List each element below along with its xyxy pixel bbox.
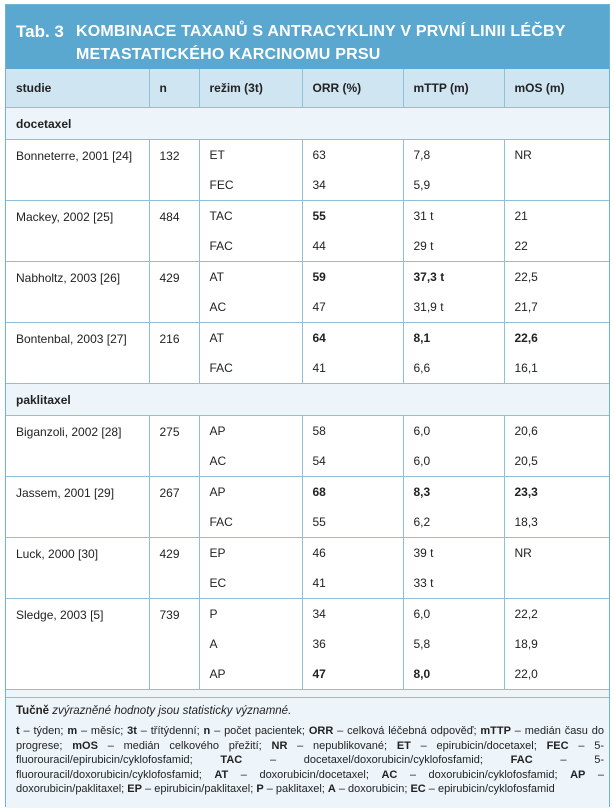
mttp-cell: 8,1 [403, 323, 504, 354]
mttp-cell: 31 t [403, 201, 504, 232]
legend-definition: – 5-fluorouracil/epirubicin/cyklofosfamid; [16, 739, 605, 766]
results-table [6, 69, 609, 690]
legend-abbreviation: A [327, 783, 336, 795]
orr-cell: 59 [302, 262, 403, 293]
table-row [6, 477, 609, 508]
mttp-cell: 8,3 [403, 477, 504, 508]
mttp-cell: 6,0 [403, 599, 504, 630]
legend-abbreviation: EP [127, 783, 142, 795]
legend-abbreviation: AP [570, 768, 586, 781]
mos-cell: 22 [504, 231, 609, 262]
mos-cell [504, 170, 609, 201]
column-header: ORR (%) [302, 69, 403, 108]
mos-cell: NR [504, 140, 609, 171]
mos-cell: 21,7 [504, 292, 609, 323]
legend-definition: – doxorubicin; [335, 783, 411, 795]
mos-cell: 16,1 [504, 353, 609, 384]
table-row [6, 323, 609, 354]
legend-abbreviation: FAC [510, 754, 533, 766]
regimen-cell: EC [199, 568, 302, 599]
legend-abbreviation: ET [396, 739, 411, 752]
regimen-cell: AC [199, 292, 302, 323]
orr-cell: 44 [302, 231, 403, 262]
table-row [6, 262, 609, 293]
table-number: Tab. 3 [16, 22, 64, 41]
regimen-cell: FAC [199, 353, 302, 384]
legend-abbreviation: AC [381, 768, 398, 781]
study-name: Nabholtz, 2003 [26] [6, 262, 149, 323]
mos-cell: 18,9 [504, 629, 609, 659]
mos-cell: 20,5 [504, 446, 609, 477]
regimen-cell: A [199, 629, 302, 659]
column-header: mOS (m) [504, 69, 609, 108]
mttp-cell: 6,2 [403, 507, 504, 538]
mttp-cell: 39 t [403, 538, 504, 569]
orr-cell: 54 [302, 446, 403, 477]
footnote [6, 697, 609, 808]
legend-abbreviation: 3t [127, 725, 137, 737]
patient-count: 216 [149, 323, 199, 384]
abbreviation-legend [16, 724, 604, 797]
regimen-cell: P [199, 599, 302, 630]
orr-cell: 58 [302, 416, 403, 447]
legend-abbreviation: mOS [72, 739, 98, 752]
significance-bold-word: Tučně [16, 705, 50, 717]
legend-definition: – celková léčebná odpověď; [333, 725, 481, 737]
patient-count: 739 [149, 599, 199, 690]
table-row [6, 201, 609, 232]
mttp-cell: 33 t [403, 568, 504, 599]
orr-cell: 47 [302, 292, 403, 323]
title-bar [6, 5, 609, 69]
regimen-cell: AP [199, 477, 302, 508]
table-title: KOMBINACE TAXANŮ S ANTRACYKLINY V PRVNÍ LINII LÉČBY METASTATICKÉHO KARCINOMU PRSU [76, 23, 566, 63]
legend-abbreviation: n [203, 725, 211, 737]
header-row [6, 69, 609, 108]
mos-cell: 22,6 [504, 323, 609, 354]
mos-cell: 18,3 [504, 507, 609, 538]
orr-cell: 68 [302, 477, 403, 508]
mttp-cell: 29 t [403, 231, 504, 262]
legend-definition: – 5-fluorouracil/doxorubicin/cyklofosfamid; [16, 754, 605, 781]
legend-abbreviation: P [256, 783, 264, 795]
legend-definition: – paklitaxel; [263, 783, 328, 795]
mos-cell: 22,5 [504, 262, 609, 293]
legend-definition: – epirubicin/paklitaxel; [141, 783, 257, 795]
orr-cell: 36 [302, 629, 403, 659]
regimen-cell: FEC [199, 170, 302, 201]
regimen-cell: TAC [199, 201, 302, 232]
table-panel [5, 4, 610, 807]
regimen-cell: AT [199, 262, 302, 293]
study-name: Luck, 2000 [30] [6, 538, 149, 599]
legend-definition: – doxorubicin/paklitaxel; [16, 768, 604, 795]
regimen-cell: AP [199, 659, 302, 690]
significance-text: zvýrazněné hodnoty jsou statisticky významné. [49, 705, 292, 717]
patient-count: 429 [149, 262, 199, 323]
mttp-cell: 8,0 [403, 659, 504, 690]
section-row [6, 108, 609, 140]
mos-cell: 20,6 [504, 416, 609, 447]
regimen-cell: FAC [199, 507, 302, 538]
study-name: Biganzoli, 2002 [28] [6, 416, 149, 477]
legend-abbreviation: ORR [308, 725, 334, 737]
column-header: n [149, 69, 199, 108]
section-label: docetaxel [6, 108, 609, 140]
table-row [6, 140, 609, 171]
legend-definition: – doxorubicin/docetaxel; [228, 768, 382, 781]
regimen-cell: FAC [199, 231, 302, 262]
patient-count: 484 [149, 201, 199, 262]
legend-abbreviation: EC [410, 783, 426, 795]
legend-definition: – doxorubicin/cyklofosfamid; [397, 768, 571, 781]
legend-abbreviation: mTTP [480, 725, 511, 737]
legend-definition: – počet pacientek; [210, 725, 309, 737]
mos-cell: 23,3 [504, 477, 609, 508]
legend-abbreviation: AT [214, 768, 229, 781]
patient-count: 267 [149, 477, 199, 538]
mttp-cell: 31,9 t [403, 292, 504, 323]
study-name: Bontenbal, 2003 [27] [6, 323, 149, 384]
regimen-cell: AC [199, 446, 302, 477]
legend-abbreviation: t [16, 725, 20, 737]
mos-cell: 22,2 [504, 599, 609, 630]
orr-cell: 55 [302, 507, 403, 538]
section-row [6, 384, 609, 416]
orr-cell: 55 [302, 201, 403, 232]
regimen-cell: AP [199, 416, 302, 447]
orr-cell: 34 [302, 599, 403, 630]
mttp-cell: 37,3 t [403, 262, 504, 293]
orr-cell: 41 [302, 353, 403, 384]
mttp-cell: 6,6 [403, 353, 504, 384]
column-header: režim (3t) [199, 69, 302, 108]
orr-cell: 47 [302, 659, 403, 690]
significance-note [16, 705, 291, 717]
study-name: Mackey, 2002 [25] [6, 201, 149, 262]
study-name: Sledge, 2003 [5] [6, 599, 149, 690]
table-row [6, 538, 609, 569]
table-body [6, 108, 609, 690]
legend-abbreviation: NR [271, 739, 288, 752]
legend-abbreviation: m [67, 725, 78, 737]
section-label: paklitaxel [6, 384, 609, 416]
legend-definition: – epirubicin/docetaxel; [410, 739, 547, 752]
column-header: mTTP (m) [403, 69, 504, 108]
patient-count: 275 [149, 416, 199, 477]
table-row [6, 416, 609, 447]
mttp-cell: 6,0 [403, 416, 504, 447]
legend-definition: – měsíc; [77, 725, 128, 737]
legend-definition: – týden; [19, 725, 68, 737]
mos-cell [504, 568, 609, 599]
orr-cell: 46 [302, 538, 403, 569]
legend-abbreviation: TAC [220, 754, 243, 766]
legend-definition: – nepublikované; [287, 739, 397, 752]
mos-cell: NR [504, 538, 609, 569]
mttp-cell: 5,8 [403, 629, 504, 659]
patient-count: 132 [149, 140, 199, 201]
regimen-cell: ET [199, 140, 302, 171]
mttp-cell: 7,8 [403, 140, 504, 171]
legend-definition: – epirubicin/cyklofosfamid [425, 783, 555, 795]
study-name: Jassem, 2001 [29] [6, 477, 149, 538]
regimen-cell: AT [199, 323, 302, 354]
legend-definition: – docetaxel/doxorubicin/cyklofosfamid; [242, 754, 511, 766]
regimen-cell: EP [199, 538, 302, 569]
orr-cell: 64 [302, 323, 403, 354]
legend-abbreviation: FEC [546, 739, 569, 752]
study-name: Bonneterre, 2001 [24] [6, 140, 149, 201]
table-row [6, 599, 609, 630]
mttp-cell: 5,9 [403, 170, 504, 201]
column-header: studie [6, 69, 149, 108]
legend-definition: – medián celkového přežití; [97, 739, 272, 752]
legend-definition: – třítýdenní; [136, 725, 204, 737]
orr-cell: 34 [302, 170, 403, 201]
patient-count: 429 [149, 538, 199, 599]
orr-cell: 63 [302, 140, 403, 171]
mos-cell: 21 [504, 201, 609, 232]
mos-cell: 22,0 [504, 659, 609, 690]
mttp-cell: 6,0 [403, 446, 504, 477]
legend-definition: – medián času do progrese; [16, 725, 605, 752]
orr-cell: 41 [302, 568, 403, 599]
